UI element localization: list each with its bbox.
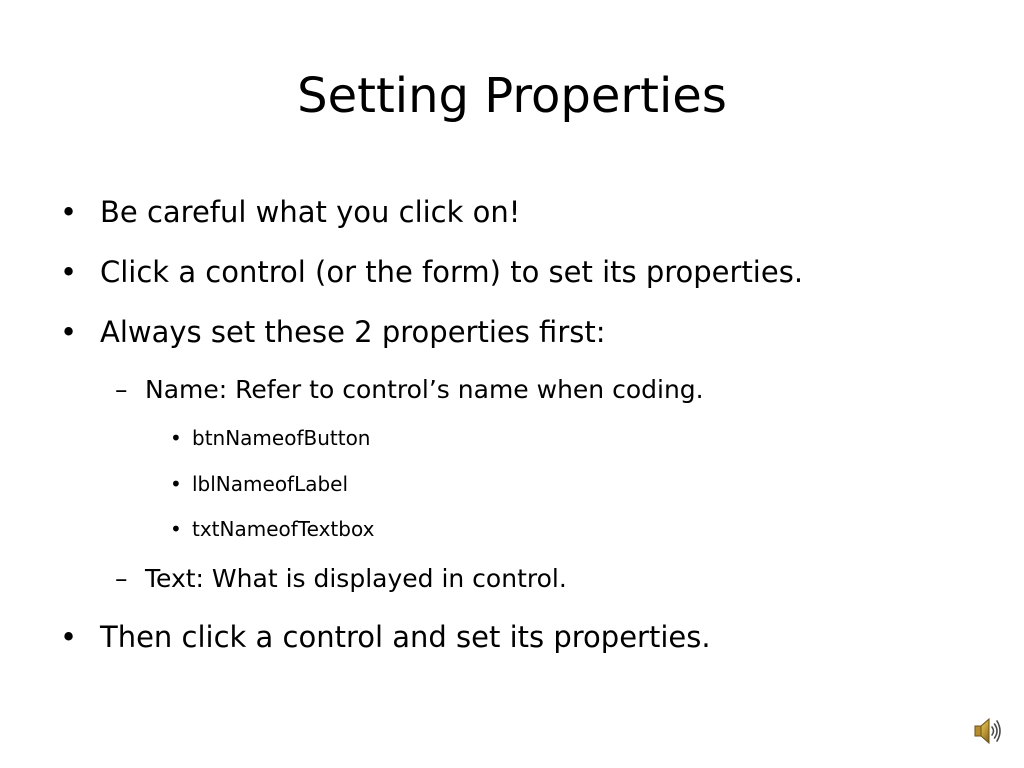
speaker-icon[interactable] [972, 714, 1002, 748]
bullet-item-1 [60, 192, 520, 232]
subsubbullet-text: btnNameofButton [192, 426, 371, 450]
subsubbullet-text: txtNameofTextbox [192, 517, 375, 541]
dash-marker: – [115, 375, 128, 404]
dash-marker: – [115, 564, 128, 593]
bullet-marker: • [170, 517, 182, 541]
bullet-marker: • [170, 472, 182, 496]
subsubbullet-item-1 [170, 424, 371, 452]
bullet-text: Click a control (or the form) to set its properties. [100, 255, 804, 289]
bullet-marker: • [60, 315, 78, 349]
subbullet-text: Text: What is displayed in control. [145, 564, 567, 593]
bullet-text: Always set these 2 properties first: [100, 315, 606, 349]
subsubbullet-item-2 [170, 470, 348, 498]
subbullet-text: Name: Refer to control’s name when coding. [145, 375, 704, 404]
bullet-marker: • [170, 426, 182, 450]
bullet-item-2 [60, 252, 803, 292]
bullet-marker: • [60, 195, 78, 229]
subsubbullet-text: lblNameofLabel [192, 472, 349, 496]
bullet-marker: • [60, 255, 78, 289]
bullet-text: Be careful what you click on! [100, 195, 521, 229]
bullet-marker: • [60, 620, 78, 654]
slide-title: Setting Properties [297, 68, 727, 124]
bullet-item-3 [60, 312, 606, 352]
bullet-text: Then click a control and set its properties. [100, 620, 711, 654]
subbullet-item-text [115, 562, 567, 596]
subsubbullet-item-3 [170, 515, 374, 543]
bullet-item-4 [60, 617, 711, 657]
subbullet-item-name [115, 373, 704, 407]
